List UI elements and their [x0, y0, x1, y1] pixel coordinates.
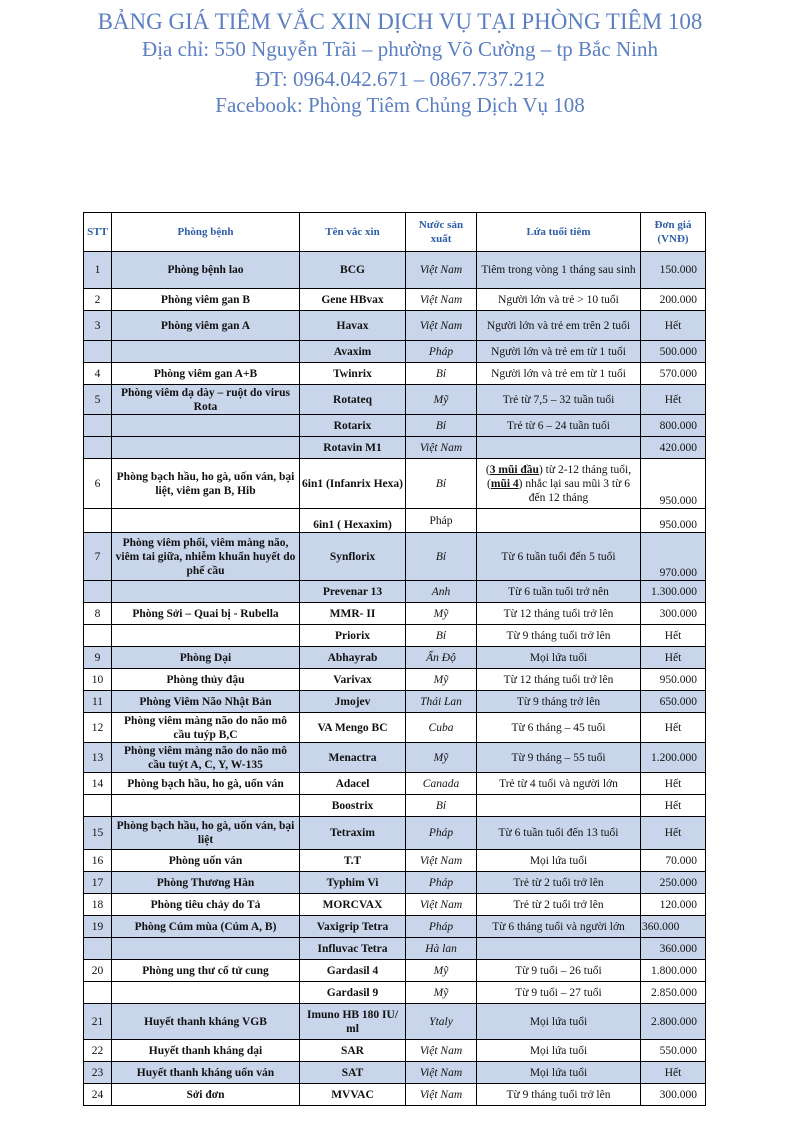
cell-stt: 14: [84, 773, 112, 795]
cell-price: 70.000: [641, 850, 706, 872]
cell-stt: 1: [84, 252, 112, 289]
cell-vaccine: Avaxim: [300, 341, 406, 363]
table-row: [84, 795, 706, 817]
cell-stt: 13: [84, 743, 112, 773]
cell-origin: Pháp: [406, 872, 477, 894]
cell-disease: Phòng tiêu chảy do Tả: [112, 894, 300, 916]
cell-price: Hết: [641, 625, 706, 647]
cell-vaccine: Abhayrab: [300, 647, 406, 669]
column-header-origin: Nước sản xuất: [406, 213, 477, 252]
cell-age: Mọi lứa tuổi: [477, 1062, 641, 1084]
cell-stt: [84, 509, 112, 533]
cell-origin: Việt Nam: [406, 1040, 477, 1062]
cell-price: 300.000: [641, 603, 706, 625]
cell-stt: 5: [84, 385, 112, 415]
cell-price: 420.000: [641, 437, 706, 459]
cell-disease: Phòng bệnh lao: [112, 252, 300, 289]
table-row: [84, 1084, 706, 1106]
cell-vaccine: Boostrix: [300, 795, 406, 817]
cell-origin: Cuba: [406, 713, 477, 743]
cell-vaccine: BCG: [300, 252, 406, 289]
cell-origin: Việt Nam: [406, 850, 477, 872]
cell-price: 570.000: [641, 363, 706, 385]
cell-stt: 12: [84, 713, 112, 743]
cell-origin: Bỉ: [406, 795, 477, 817]
cell-vaccine: Adacel: [300, 773, 406, 795]
cell-disease: Huyết thanh kháng dại: [112, 1040, 300, 1062]
cell-stt: 22: [84, 1040, 112, 1062]
cell-origin: Hà lan: [406, 938, 477, 960]
cell-origin: Ấn Độ: [406, 647, 477, 669]
cell-disease: Phòng viêm gan B: [112, 289, 300, 311]
cell-disease: Phòng bạch hầu, ho gà, uốn ván: [112, 773, 300, 795]
table-row: [84, 647, 706, 669]
facebook-line: Facebook: Phòng Tiêm Chủng Dịch Vụ 108: [215, 93, 585, 117]
cell-vaccine: Prevenar 13: [300, 581, 406, 603]
cell-disease: Phòng viêm gan A: [112, 311, 300, 341]
cell-price: 300.000: [641, 1084, 706, 1106]
cell-stt: [84, 625, 112, 647]
cell-stt: 24: [84, 1084, 112, 1106]
cell-vaccine: Vaxigrip Tetra: [300, 916, 406, 938]
cell-origin: Pháp: [406, 916, 477, 938]
cell-disease: Phòng viêm dạ dày – ruột do virus Rota: [112, 385, 300, 415]
cell-stt: 16: [84, 850, 112, 872]
cell-price: 1.200.000: [641, 743, 706, 773]
cell-origin: Mỹ: [406, 669, 477, 691]
table-row: [84, 960, 706, 982]
table-row: [84, 581, 706, 603]
cell-stt: [84, 415, 112, 437]
table-row: [84, 743, 706, 773]
table-row: [84, 625, 706, 647]
column-header-vaccine: Tên vắc xin: [300, 213, 406, 252]
cell-vaccine: Gene HBvax: [300, 289, 406, 311]
cell-vaccine: Imuno HB 180 IU/ ml: [300, 1004, 406, 1040]
column-header-disease: Phòng bệnh: [112, 213, 300, 252]
cell-stt: 20: [84, 960, 112, 982]
cell-price: 360.000: [641, 916, 706, 938]
cell-stt: 10: [84, 669, 112, 691]
cell-origin: Bỉ: [406, 459, 477, 509]
cell-disease: Phòng Thương Hàn: [112, 872, 300, 894]
phone-line: ĐT: 0964.042.671 – 0867.737.212: [254, 67, 546, 91]
cell-vaccine: Synflorix: [300, 533, 406, 581]
cell-stt: 8: [84, 603, 112, 625]
cell-price: Hết: [641, 773, 706, 795]
cell-price: 950.000: [641, 509, 706, 533]
table-row: [84, 669, 706, 691]
cell-stt: 9: [84, 647, 112, 669]
cell-origin: Bỉ: [406, 625, 477, 647]
price-table: [83, 212, 706, 1106]
table-header-row: [84, 213, 706, 252]
cell-vaccine: 6in1 ( Hexaxim): [300, 509, 406, 533]
document-title: BẢNG GIÁ TIÊM VẮC XIN DỊCH VỤ TẠI PHÒNG TIÊM 108: [97, 9, 703, 34]
cell-vaccine: Menactra: [300, 743, 406, 773]
cell-origin: Pháp: [406, 341, 477, 363]
cell-disease: [112, 795, 300, 817]
cell-age: Từ 6 tuần tuổi trở nên: [477, 581, 641, 603]
cell-age: [477, 795, 641, 817]
cell-stt: 15: [84, 817, 112, 850]
cell-vaccine: Havax: [300, 311, 406, 341]
cell-disease: Phòng viêm màng não do não mô cầu tuýt A, C, Y, W-135: [112, 743, 300, 773]
cell-disease: Phòng thủy đậu: [112, 669, 300, 691]
cell-stt: [84, 795, 112, 817]
address-line: Địa chỉ: 550 Nguyễn Trãi – phường Võ Cường – tp Bắc Ninh: [142, 37, 658, 61]
cell-vaccine: MVVAC: [300, 1084, 406, 1106]
table-row: [84, 363, 706, 385]
cell-disease: [112, 625, 300, 647]
cell-age: Trẻ từ 4 tuổi và người lớn: [477, 773, 641, 795]
cell-vaccine: Typhim Vi: [300, 872, 406, 894]
cell-disease: Phòng Viêm Não Nhật Bản: [112, 691, 300, 713]
cell-origin: Canada: [406, 773, 477, 795]
cell-disease: [112, 415, 300, 437]
cell-disease: Sởi đơn: [112, 1084, 300, 1106]
cell-stt: 6: [84, 459, 112, 509]
cell-origin: Mỹ: [406, 385, 477, 415]
cell-vaccine: Rotateq: [300, 385, 406, 415]
cell-stt: [84, 581, 112, 603]
cell-age: Trẻ từ 6 – 24 tuần tuổi: [477, 415, 641, 437]
cell-price: Hết: [641, 385, 706, 415]
table-row: [84, 713, 706, 743]
cell-age: Mọi lứa tuổi: [477, 1040, 641, 1062]
table-row: [84, 1004, 706, 1040]
cell-disease: Phòng bạch hầu, ho gà, uốn ván, bại liệt: [112, 817, 300, 850]
cell-vaccine: SAT: [300, 1062, 406, 1084]
cell-stt: 18: [84, 894, 112, 916]
cell-age: Từ 9 tuổi – 27 tuổi: [477, 982, 641, 1004]
cell-age: Từ 6 tháng – 45 tuổi: [477, 713, 641, 743]
table-row: [84, 252, 706, 289]
cell-origin: Việt Nam: [406, 289, 477, 311]
cell-disease: [112, 982, 300, 1004]
cell-origin: Việt Nam: [406, 1084, 477, 1106]
cell-price: Hết: [641, 795, 706, 817]
cell-disease: Phòng ung thư cổ tử cung: [112, 960, 300, 982]
cell-disease: Phòng uốn ván: [112, 850, 300, 872]
cell-vaccine: Jmojev: [300, 691, 406, 713]
cell-age: Từ 12 tháng tuổi trở lên: [477, 669, 641, 691]
cell-vaccine: Gardasil 9: [300, 982, 406, 1004]
table-row: [84, 938, 706, 960]
cell-age: Từ 9 tháng tuổi trở lên: [477, 1084, 641, 1106]
cell-origin: Việt Nam: [406, 894, 477, 916]
cell-age: Từ 9 tháng tuổi trở lên: [477, 625, 641, 647]
cell-age: Từ 9 tháng – 55 tuổi: [477, 743, 641, 773]
cell-price: Hết: [641, 1062, 706, 1084]
cell-origin: Việt Nam: [406, 252, 477, 289]
cell-price: Hết: [641, 817, 706, 850]
cell-disease: Phòng bạch hầu, ho gà, uốn ván, bại liệt, viêm gan B, Hib: [112, 459, 300, 509]
cell-stt: [84, 341, 112, 363]
cell-disease: [112, 509, 300, 533]
cell-age: Người lớn và trẻ em trên 2 tuổi: [477, 311, 641, 341]
cell-vaccine: VA Mengo BC: [300, 713, 406, 743]
table-row: [84, 894, 706, 916]
cell-origin: Mỹ: [406, 603, 477, 625]
cell-stt: 11: [84, 691, 112, 713]
cell-origin: Việt Nam: [406, 437, 477, 459]
table-row: [84, 415, 706, 437]
cell-stt: [84, 938, 112, 960]
table-row: [84, 289, 706, 311]
cell-disease: [112, 938, 300, 960]
table-row: [84, 385, 706, 415]
cell-origin: Bỉ: [406, 415, 477, 437]
table-row: [84, 691, 706, 713]
cell-origin: Ytaly: [406, 1004, 477, 1040]
cell-origin: Thái Lan: [406, 691, 477, 713]
cell-stt: 7: [84, 533, 112, 581]
cell-vaccine: Twinrix: [300, 363, 406, 385]
cell-vaccine: Rotarix: [300, 415, 406, 437]
cell-price: 970.000: [641, 533, 706, 581]
cell-origin: Bỉ: [406, 363, 477, 385]
cell-price: 950.000: [641, 459, 706, 509]
cell-disease: Phòng viêm phổi, viêm màng não, viêm tai giữa, nhiễm khuẩn huyết do phế cầu: [112, 533, 300, 581]
cell-price: 800.000: [641, 415, 706, 437]
table-row: [84, 311, 706, 341]
table-row: [84, 850, 706, 872]
cell-age: (3 mũi đầu) từ 2-12 tháng tuổi, (mũi 4) nhắc lại sau mũi 3 từ 6 đến 12 tháng: [477, 459, 641, 509]
cell-age: Trẻ từ 7,5 – 32 tuần tuổi: [477, 385, 641, 415]
cell-age: Từ 9 tháng trở lên: [477, 691, 641, 713]
cell-origin: Mỹ: [406, 960, 477, 982]
cell-age: Trẻ từ 2 tuổi trở lên: [477, 872, 641, 894]
cell-price: 550.000: [641, 1040, 706, 1062]
table-row: [84, 1062, 706, 1084]
cell-disease: Phòng viêm gan A+B: [112, 363, 300, 385]
cell-stt: 4: [84, 363, 112, 385]
cell-price: 650.000: [641, 691, 706, 713]
cell-price: Hết: [641, 311, 706, 341]
column-header-stt: STT: [84, 213, 112, 252]
cell-origin: Pháp: [406, 817, 477, 850]
cell-price: 950.000: [641, 669, 706, 691]
table-row: [84, 773, 706, 795]
cell-stt: 21: [84, 1004, 112, 1040]
table-row: [84, 1040, 706, 1062]
cell-stt: 19: [84, 916, 112, 938]
cell-vaccine: Tetraxim: [300, 817, 406, 850]
table-row: [84, 603, 706, 625]
cell-origin: Mỹ: [406, 982, 477, 1004]
cell-disease: Phòng Dại: [112, 647, 300, 669]
cell-disease: Phòng Sởi – Quai bị - Rubella: [112, 603, 300, 625]
cell-price: 2.850.000: [641, 982, 706, 1004]
cell-price: 200.000: [641, 289, 706, 311]
cell-price: 1.800.000: [641, 960, 706, 982]
cell-vaccine: MORCVAX: [300, 894, 406, 916]
cell-vaccine: 6in1 (Infanrix Hexa): [300, 459, 406, 509]
cell-price: Hết: [641, 713, 706, 743]
table-row: [84, 817, 706, 850]
cell-origin: Mỹ: [406, 743, 477, 773]
cell-age: Từ 6 tuần tuổi đến 13 tuổi: [477, 817, 641, 850]
cell-disease: [112, 341, 300, 363]
cell-age: [477, 938, 641, 960]
cell-vaccine: Influvac Tetra: [300, 938, 406, 960]
cell-stt: [84, 982, 112, 1004]
cell-price: 250.000: [641, 872, 706, 894]
cell-stt: 3: [84, 311, 112, 341]
cell-disease: [112, 581, 300, 603]
cell-stt: 23: [84, 1062, 112, 1084]
cell-origin: Việt Nam: [406, 311, 477, 341]
cell-vaccine: Gardasil 4: [300, 960, 406, 982]
cell-age: Người lớn và trẻ em từ 1 tuổi: [477, 341, 641, 363]
table-row: [84, 533, 706, 581]
table-body: [84, 252, 706, 1106]
cell-vaccine: SAR: [300, 1040, 406, 1062]
cell-age: [477, 437, 641, 459]
cell-origin: Anh: [406, 581, 477, 603]
cell-age: [477, 509, 641, 533]
cell-age: Người lớn và trẻ > 10 tuổi: [477, 289, 641, 311]
cell-disease: Phòng viêm màng não do não mô cầu tuýp B,C: [112, 713, 300, 743]
column-header-price: Đơn giá (VNĐ): [641, 213, 706, 252]
table-row: [84, 341, 706, 363]
cell-price: 360.000: [641, 938, 706, 960]
cell-vaccine: Rotavin M1: [300, 437, 406, 459]
cell-disease: Huyết thanh kháng VGB: [112, 1004, 300, 1040]
table-row: [84, 916, 706, 938]
cell-age: Người lớn và trẻ em từ 1 tuổi: [477, 363, 641, 385]
cell-age: Từ 6 tuần tuổi đến 5 tuổi: [477, 533, 641, 581]
cell-age: Trẻ từ 2 tuổi trở lên: [477, 894, 641, 916]
document-header: [0, 7, 800, 118]
cell-age: Từ 6 tháng tuổi và người lớn: [477, 916, 641, 938]
cell-disease: Phòng Cúm mùa (Cúm A, B): [112, 916, 300, 938]
cell-price: 120.000: [641, 894, 706, 916]
cell-stt: 2: [84, 289, 112, 311]
cell-price: 150.000: [641, 252, 706, 289]
table-row: [84, 459, 706, 509]
cell-price: 500.000: [641, 341, 706, 363]
cell-age: Tiêm trong vòng 1 tháng sau sinh: [477, 252, 641, 289]
cell-vaccine: T.T: [300, 850, 406, 872]
cell-age: Từ 12 tháng tuổi trở lên: [477, 603, 641, 625]
cell-price: Hết: [641, 647, 706, 669]
cell-origin: Bỉ: [406, 533, 477, 581]
cell-vaccine: Priorix: [300, 625, 406, 647]
cell-vaccine: Varivax: [300, 669, 406, 691]
table-row: [84, 872, 706, 894]
cell-age: Từ 9 tuổi – 26 tuổi: [477, 960, 641, 982]
cell-origin: Pháp: [406, 509, 477, 533]
cell-stt: 17: [84, 872, 112, 894]
table-row: [84, 509, 706, 533]
cell-disease: [112, 437, 300, 459]
table-row: [84, 982, 706, 1004]
cell-age: Mọi lứa tuổi: [477, 1004, 641, 1040]
cell-price: 1.300.000: [641, 581, 706, 603]
cell-origin: Việt Nam: [406, 1062, 477, 1084]
cell-price: 2.800.000: [641, 1004, 706, 1040]
cell-stt: [84, 437, 112, 459]
cell-age: Mọi lứa tuổi: [477, 850, 641, 872]
cell-disease: Huyết thanh kháng uốn ván: [112, 1062, 300, 1084]
cell-age: Mọi lứa tuổi: [477, 647, 641, 669]
cell-vaccine: MMR- II: [300, 603, 406, 625]
table-row: [84, 437, 706, 459]
column-header-age: Lứa tuổi tiêm: [477, 213, 641, 252]
